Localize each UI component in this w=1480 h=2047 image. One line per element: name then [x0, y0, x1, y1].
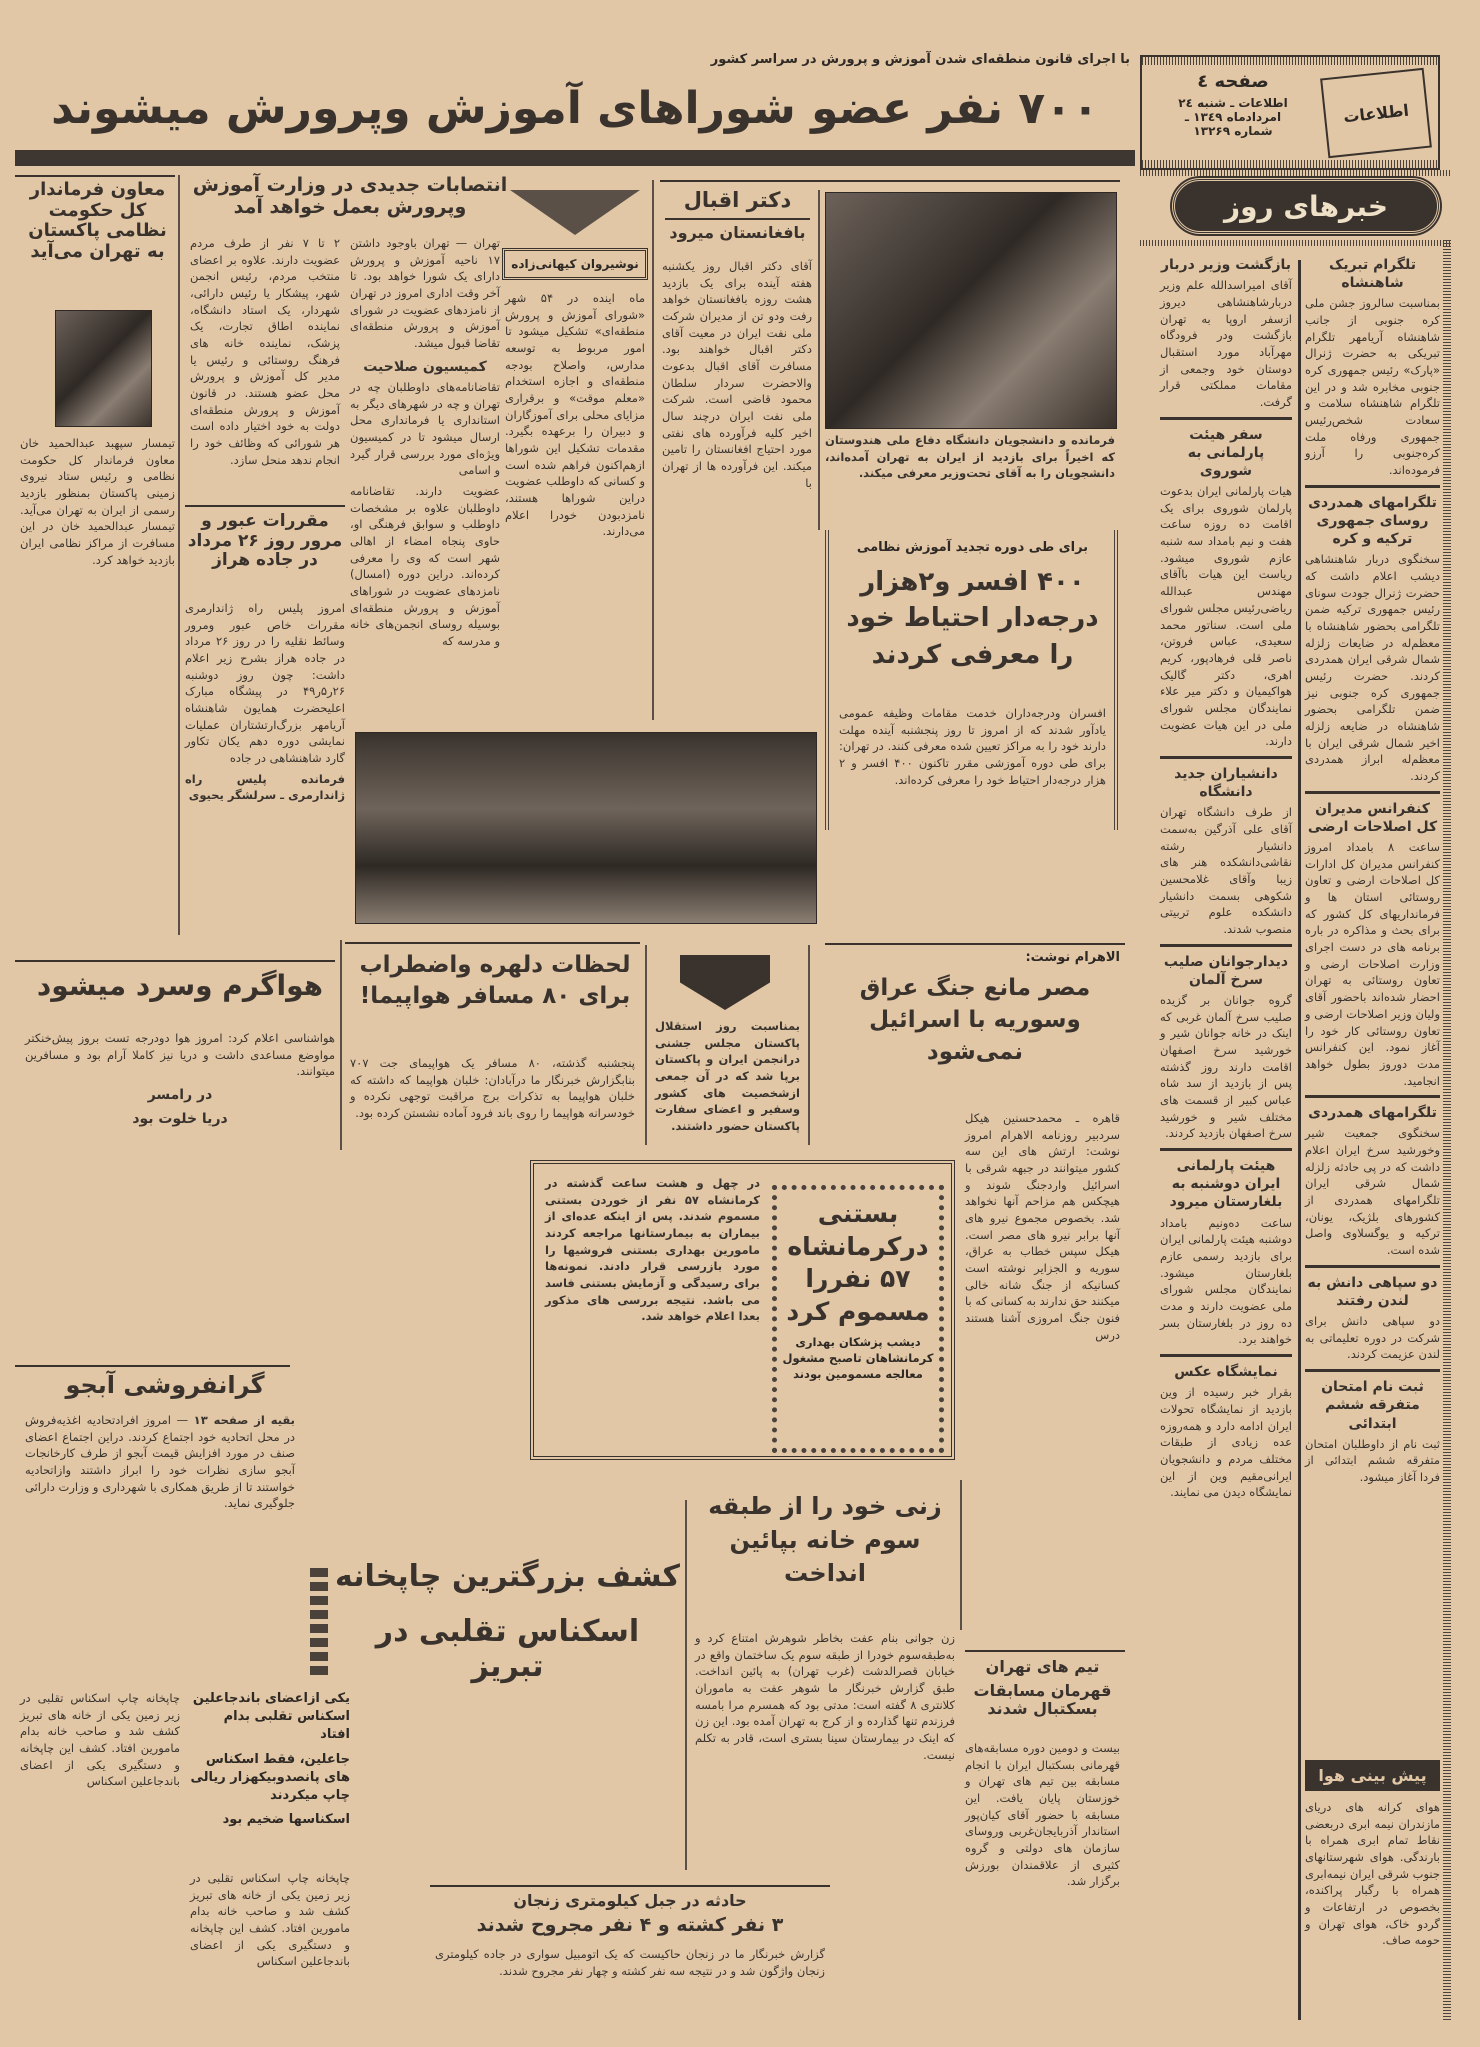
- news-item-headline: نمایشگاه عکس: [1160, 1354, 1292, 1381]
- byline: نوشیروان کیهانی‌زاده: [511, 257, 639, 271]
- kermanshah-body: در چهل و هشت ساعت گذشته در کرمانشاه ۵۷ نفر از خوردن بستنی مسموم شدند. پس از اینکه عده‌ای از بیماران به بیمارستانها مراجعه کردند مامورین بهداری بستنی فروشیها را مورد بازرسی قرار دادند. نمونه‌ها برای رسیدگی و آزمایش بستنی فاسد می باشد. نتیجه بررسی های مذکور بعدا اعلام خواهد شد.: [545, 1176, 760, 1324]
- byline-box: [502, 248, 648, 280]
- divider: [665, 218, 810, 220]
- arrow-down-icon: [510, 190, 640, 235]
- issue-number: شماره ۱۳۲۶۹: [1193, 124, 1273, 138]
- zanjan-headline-2: ۳ نفر کشته و ۴ نفر مجروح شدند: [476, 1914, 784, 1936]
- appointments-headline: انتصابات جدیدی در وزارت آموزش وپرورش بعمل خواهد آمد: [192, 174, 508, 218]
- masthead-border-bottom: [1142, 160, 1438, 168]
- news-item-headline: تلگرامهای همدردی: [1305, 1095, 1440, 1122]
- daily-news-title: خبرهای روز: [1172, 178, 1440, 234]
- column-divider: [178, 175, 180, 935]
- page-number: صفحه ٤: [1197, 71, 1269, 92]
- pakistan-day-body: بمناسبت روز استقلال پاکستان مجلس جشنی درانجمن ایران و پاکستان برپا شد که در آن جمعی ازشخصیت های کشور وسفیر و اعضای سفارت پاکستان حضور داشتند.: [655, 1019, 800, 1134]
- iqbal-body: آقای دکتر اقبال روز یکشنبه هفته آینده برای یک بازدید هشت روزه بافغانستان خواهد رفت ودو تن از مدیران شرکت ملی نفت ایران در معیت آقای دکتر اقبال خواهند بود. مسافرت آقای اقبال بدعوت والاحضرت سردار سلطان محمود قاضی است. شرکت ملی نفت ایران درچند سال اخیر کلیه فرآورده های نفتی مورد احتیاج افغانستان را تامین میکند. این فرآورده ها از تهران با: [662, 259, 812, 490]
- tabriz-headline-2: اسکناس تقلبی در تبریز: [375, 1614, 640, 1684]
- news-item-headline: دیدارجوانان صلیب سرخ آلمان: [1160, 944, 1292, 989]
- masthead-box: [1140, 55, 1440, 170]
- bullet-item: اسکناسها ضخیم بود: [222, 1812, 350, 1828]
- appointments-body-left: ۲ تا ۷ نفر از طرف مردم عضویت دارند. علاوه بر اعضای منتخب مردم، رئیس انجمن شهر، پیشکار یا رئیس دارائی، شهردار، یک استاد دانشگاه، نماینده اطاق تجارت، یک پزشک، نماینده خانه های فرهنگ روستائی و رئیس یا مدیر کل آموزش و پرورش محل عضو هستند. در قانون آموزش و پرورش منطقه‌ای دولت به خود اختیار داده است هر شورائی که وظائف خود را انجام ندهد منحل سازد.: [190, 236, 340, 467]
- kermanshah-deck: دیشب پزشکان بهداری کرمانشاهان تاصبح مشغول معالجه مسمومین بودند: [782, 1335, 934, 1382]
- forecast-box: [1305, 1760, 1440, 1949]
- keyhanizadeh-body: ماه اینده در ۵۴ شهر «شورای آموزش و پرورش منطقه‌ای» تشکیل میشود تا امور مربوط به توسعه مدارس، واصلاح بودجه منطقه‌ای و اجازه استخدام «معلم موقت» و برقراری مزایای محلی برای آموزگاران و دبیران را برعهده بگیرد. مقدمات تشکیل این شوراها ازهم‌اکنون فراهم شده است و کسانی که داوطلب عضویت دراین شوراها هستند، نامزدبودن خودرا اعلام می‌دارند.: [505, 291, 645, 539]
- tabriz-headline-1: کشف بزرگترین چاپخانه: [335, 1559, 680, 1594]
- appointments-body-right: [350, 235, 500, 650]
- forecast-body: هوای کرانه های دریای مازندران نیمه ابری دربعضی نقاط تمام ابری همراه با بارندگی. هوای شهرستانهای جنوب شرقی ایران نیمه‌ابری همراه با رگبار پراکنده، بخصوص در ارتفاعات و گردو خاک، هوای تهران و حومه صاف.: [1305, 1800, 1440, 1948]
- right-column-border: [1140, 240, 1450, 246]
- news-item-body: ثبت نام از داوطلبان امتحان متفرقه ششم ابتدائی از فردا آغاز میشود.: [1305, 1436, 1440, 1485]
- traffic-body: [185, 600, 345, 804]
- weather-body: [25, 1030, 335, 1131]
- pakistan-headline: معاون فرماندار کل حکومت نظامی پاکستان به تهران می‌آید: [28, 179, 167, 263]
- general-portrait-photo: [55, 310, 152, 427]
- news-item-body: هیات پارلمانی ایران بدعوت پارلمان شوروی برای یک اقامت ده روزه ساعت هفت و نیم بامداد سه شنبه عازم شوروی میشود. ریاست این هیات باآقای مهندس عبدالله ریاضی‌رئیس مجلس شورای ملی است. سناتور محمد سعیدی، عباس فروتن، ناصر قلی فرهادپور، کریم اهری، دکتر گالیک هواکیمیان و دکتر میر علاء نمایندگان مجلس شورای ملی در این هیات عضویت دارند.: [1160, 484, 1292, 749]
- divider: [345, 942, 640, 944]
- traffic-headline: مقررات عبور و مرور روز ۲۶ مرداد در جاده هراز: [187, 511, 343, 571]
- news-item-headline: بازگشت وزیر دربار: [1160, 257, 1292, 273]
- news-item-body: ساعت ده‌ونیم بامداد دوشنبه هیئت پارلمانی ایران برای بازدید رسمی عازم بلغارستان میشود. نمایندگان مجلس شورای ملی عضویت دارند و مدت ده روز در بلغارستان بسر خواهند برد.: [1160, 1215, 1292, 1347]
- handshake-photo-caption: فرمانده و دانشجویان دانشگاه دفاع ملی هندوستان که اخیراً برای بازدید از ایران به تهران آمده‌اند، دانشجویان را به آقای تحت‌وزیر معرفی میکند.: [825, 433, 1115, 481]
- beer-headline: گرانفروشی آبجو: [65, 1371, 265, 1399]
- kermanshah-headline: بستنی درکرمانشاه ۵۷ نفررا مسموم کرد: [786, 1199, 930, 1326]
- issue-line: اطلاعات ـ شنبه ۲٤: [1178, 96, 1288, 110]
- weather-headline: هواگرم وسرد میشود: [36, 969, 324, 1002]
- divider: [185, 505, 345, 507]
- divider: [660, 180, 1120, 182]
- news-item-body: سخنگوی جمعیت شیر وخورشید سرخ ایران اعلام داشت که در پی حادثه زلزله شمال شرقی ایران تلگرامهای همدردی از کشورهای بلژیک، یونان، ترکیه و یوگسلاوی واصل شده است.: [1305, 1126, 1440, 1258]
- column-divider: [818, 190, 820, 530]
- masthead-border-top: [1142, 57, 1438, 65]
- divider: [965, 1650, 1125, 1652]
- news-item-body: بمناسبت سالروز جشن ملی کره جنوبی از جانب شاهنشاه آریامهر تلگرام تبریکی به حضرت ژنرال «پارک» رئیس جمهوری کره جنوبی مخابره شد و در این تلگرام شاهنشاه سلامت و سعادت شخص‌رئیس جمهوری ورفاه ملت کره‌جنوبی را آرزو فرموده‌اند.: [1305, 296, 1440, 478]
- divider: [15, 1365, 290, 1367]
- column-divider: [340, 940, 342, 1150]
- news-item-body: از طرف دانشگاه تهران آقای علی آذرگین به‌سمت دانشیار رشته نقاشی‌دانشکده هنر های زیبا وآقای غلامحسین شکوهی بسمت دانشیار دانشکده علوم تربیتی منصوب شدند.: [1160, 805, 1292, 936]
- right-column-border: [1443, 240, 1451, 2020]
- egypt-headline: مصر مانع جنگ عراق وسوریه با اسرائیل نمی‌شود: [859, 975, 1091, 1066]
- column-divider: [1298, 260, 1301, 2020]
- news-item-headline: دو سپاهی دانش به لندن رفتند: [1305, 1265, 1440, 1310]
- forecast-title: پیش بینی هوا: [1318, 1766, 1427, 1785]
- logo-text: اطلاعات: [1342, 100, 1410, 126]
- appointments-subhead: کمیسیون صلاحیت: [363, 358, 487, 375]
- officers-body: افسران ودرجه‌داران خدمت مقامات وظیفه عمومی یادآور شدند که از امروز تا روز پنجشنبه آینده مهلت دارند خود را به مراکز تعیین شده معرفی کنند. در تهران: برای طی دوره آموزشی مقرر تاکنون ۴۰۰ افسر و ۲ هزار درجه‌دار احتیاط خود را معرفی کرده‌اند.: [839, 706, 1106, 787]
- lead-headline: ۷۰۰ نفر عضو شوراهای آموزش وپرورش میشوند: [51, 83, 1099, 134]
- column-divider: [808, 945, 810, 1145]
- box-border: [1114, 530, 1120, 830]
- egypt-body: قاهره ـ محمدحسنین هیکل سردبیر روزنامه الاهرام امروز نوشت: ارتش های این سه کشور میتوانند در جبهه شرقی با اسرائیل واردجنگ شوند و هیچکس هم مزاحم آنها نخواهد شد. بخصوص مجموع نیرو های آنها برابر نیرو های مصر است. هیکل سپس خطاب به عراق، سوریه و الجزایر نوشته است کسانیکه از جنگ شانه خالی میکنند حق ندارند به کسانی که با فنون جنگ امروزی آشنا هستند درس: [965, 1111, 1120, 1342]
- traffic-text: امروز پلیس راه ژاندارمری مقررات خاص عبور ومرور وسائط نقلیه را در روز ۲۶ مرداد در جاده هراز بشرح زیر اعلام داشت: چون روز دوشنبه ۲۶ر۵ر۴۹ در پیشگاه مبارک اعلیحضرت همایون شاهنشاه آریامهر بزرگ‌ارتشتاران عملیات نمایشی دوره دهم یکان تکاور گارد شاهنشاهی در جاده: [185, 601, 345, 766]
- news-item-headline: دانشیاران جدید دانشگاه: [1160, 756, 1292, 801]
- daily-news-col-left: [1160, 250, 1292, 1501]
- continued-note: بقیه از صفحه ۱۳: [193, 1413, 295, 1427]
- divider: [825, 943, 1125, 945]
- appointments-text-2: تقاضانامه‌های داوطلبان چه در تهران و چه در شهرهای دیگر به استانداری یا فرمانداری محل ارسال میشود تا در کمیسیون ویژه‌ای مورد بررسی قرار گیرد و اسامی: [350, 379, 500, 478]
- date-line: امردادماه ۱۳٤۹ ـ: [1184, 110, 1282, 124]
- box-border: [825, 530, 831, 830]
- tabriz-body-2: چاپخانه چاپ اسکناس تقلبی در زیر زمین یکی از خانه های تبریز کشف شد و صاحب خانه بدام مامورین افتاد. کشف این چاپخانه و دستگیری یکی از اعضای باندجاعلین اسکناس: [190, 1871, 350, 1969]
- news-item-headline: ثبت نام امتحان متفرقه ششم ابتدائی: [1305, 1369, 1440, 1433]
- tabriz-bullets: [190, 1690, 350, 1829]
- column-divider: [685, 1500, 687, 1870]
- forecast-title-badge: [1305, 1760, 1440, 1791]
- news-item-headline: سفر هیئت پارلمانی به شوروی: [1160, 417, 1292, 481]
- right-column-top-border: [1140, 170, 1450, 176]
- news-item-body: سخنگوی دربار شاهنشاهی دیشب اعلام داشت که حضرت ژنرال جودت سونای رئیس جمهوری ترکیه ضمن تلگرامی بحضور شاهنشاه با معظم‌له در ضایعات زلزله شمال شرقی ایران همدردی کردند. حضرت رئیس جمهوری کره جنوبی نیز ضمن تلگرامی بحضور شاهنشاه در ضایعه زلزله اخیر شمال شرقی ایران با معظم‌له ابراز همدردی کردند.: [1305, 552, 1440, 784]
- lead-kicker: با اجرای قانون منطقه‌ای شدن آموزش و پرورش در سراسر کشور: [710, 52, 1130, 67]
- divider: [15, 960, 335, 962]
- tabriz-side-bar: [310, 1568, 328, 1678]
- officers-kicker: برای طی دوره تجدید آموزش نظامی: [856, 540, 1089, 555]
- appointments-text: تهران — تهران باوجود داشتن ۱۷ ناحیه آموزش و پرورش دارای یک شورا خواهد بود. تا آخر وقت اداری امروز در تهران از نامزدهای عضویت در شورای آموزش و پرورش منطقه‌ای تقاضا قبول میشد.: [350, 236, 500, 351]
- zanjan-body: گزارش خبرنگار ما در زنجان حاکیست که یک اتومبیل سواری در جاده کیلومتری زنجان واژگون شد و در نتیجه سه نفر کشته و چهار نفر مجروح شدند.: [435, 1947, 825, 1978]
- news-item-body: دو سپاهی دانش برای شرکت در دوره تعلیماتی به لندن عزیمت کردند.: [1305, 1314, 1440, 1362]
- traffic-signature: فرمانده پلیس راه ژاندارمری ـ سرلشگر یحیوی: [185, 771, 345, 803]
- news-item-body: بقرار خبر رسیده از وین بازدید از نمایشگاه تحولات ایران ادامه دارد و همه‌روزه عده زیادی از طبقات مختلف مردم و دانشجویان ایرانی‌مقیم وین از این نمایشگاه دیدن می نمایند.: [1160, 1385, 1292, 1500]
- basketball-body: بیست و دومین دوره مسابقه‌های قهرمانی بسکتبال ایران با انجام مسابقه بین تیم های تهران و خوزستان پایان یافت. این مسابقه با حضور آقای کیان‌پور استاندار آذربایجان‌غربی وروسای سازمان های دولتی و گروه کثیری از علاقمندان بورزش برگزار شد.: [965, 1741, 1120, 1889]
- iqbal-headline-1: دکتر اقبال: [683, 188, 792, 212]
- kermanshah-headline-box: [772, 1185, 944, 1453]
- weather-subhead: دریا خلوت بود: [132, 1111, 228, 1128]
- weather-subhead: در رامسر: [147, 1087, 213, 1104]
- officers-box: [825, 530, 1120, 830]
- tabriz-body: چاپخانه چاپ اسکناس تقلبی در زیر زمین یکی از خانه های تبریز کشف شد و صاحب خانه بدام مامورین افتاد. کشف این چاپخانه و دستگیری یکی از اعضای باندجاعلین اسکناس: [20, 1691, 180, 1789]
- bullet-item: جاعلین، فقط اسکناس های پانصدوبیکهزار ریالی چاپ میکردند: [190, 1751, 350, 1803]
- beer-body: بقیه از صفحه ۱۳ — امروز افرادتحادیه اغذیه‌فروش در محل اتحادیه خود اجتماع کردند. دراین اجتماع اعضای صنف در مورد افزایش قیمت آبجو از طرف کارخانجات آبجو سازی نظرات خود را ابراز داشتند وازاتحادیه خواستند تا از طریق همکاری با شهرداری و وزارت دارائی جلوگیری نماید.: [25, 1413, 295, 1511]
- beer-text: امروز افرادتحادیه اغذیه‌فروش در محل اتحادیه خود اجتماع کردند. دراین اجتماع اعضای صنف در مورد افزایش قیمت آبجو از طرف کارخانجات آبجو سازی نظرات خود را ابراز داشتند وازاتحادیه خواستند تا از طریق همکاری با شهرداری و وزارت دارائی جلوگیری نماید.: [25, 1413, 295, 1511]
- woman-headline: زنی خود را از طبقه سوم خانه بپائین انداخت: [708, 1492, 942, 1588]
- news-item-body: ساعت ۸ بامداد امروز کنفرانس مدیران کل ادارات کل اصلاحات ارضی و تعاون روستائی استان ها و فرمانداریهای کل کشور که برای بحث و مذاکره در باره برنامه های در دست اجرای وزارت اصلاحات ارضی و تعاون روستائی به تهران احضار شده‌اند باحضور آقای ولیان وزیر اصلاحات ارضی و تعاون روستائی کار خود را آغاز نمود. این کنفرانس مدت دوروز بطول خواهد انجامید.: [1305, 840, 1440, 1088]
- column-divider: [960, 1480, 962, 1630]
- newspaper-logo: [1320, 68, 1432, 158]
- news-item-headline: تلگرام تبریک شاهنشاه: [1328, 257, 1417, 292]
- officers-headline: ۴۰۰ افسر و۲هزار درجه‌دار احتیاط خود را معرفی کردند: [846, 567, 1099, 670]
- appointments-body-continued: عضویت دارند. تقاضانامه داوطلبان علاوه بر مشخصات داوطلب و سوابق فرهنگی او، حاوی پنجاه امضاء از اهالی شهر است که وی را معرفی کرده‌اند. دراین دوره (امسال) نامزدهای عضویت در شوراهای آموزش و پرورش منطقه‌ای بوسیله روسای انجمن‌های خانه و مدرسه که: [350, 483, 500, 648]
- news-item-body: آقای امیراسدالله علم وزیر دربارشاهنشاهی دیروز ازسفر اروپا به تهران بازگشت ودر فرودگاه مهرآباد مورد استقبال دوستان خود وجمعی از مقامات مملکتی قرار گرفت.: [1160, 278, 1292, 409]
- zanjan-headline-1: حادثه در جبل کیلومتری زنجان: [513, 1891, 747, 1910]
- bullet-item: یکی ازاعضای باندجاعلین اسکناس تقلبی بدام افتاد: [192, 1691, 350, 1743]
- iqbal-headline-2: بافغانستان میرود: [669, 223, 806, 242]
- woman-body: زن جوانی بنام عفت بخاطر شوهرش امتناع کرد و به‌طبقه‌سوم خودرا از طبقه سوم یک ساختمان واقع در خیابان قصرالدشت (غرب تهران) به پائین انداخت. طبق گزارش خبرنگار ما شوهر عفت به ماموران کلانتری ۸ گفته است: مدتی بود که همسرم مرا بامسه فرزندم تنها گذارده و از کرج به تهران آمده بود. این زن که اینک در بیمارستان سینا بستری است، قادر به تکلم نیست.: [695, 1631, 956, 1762]
- divider: [15, 175, 175, 177]
- news-item-headline: تلگرامهای همدردی روسای جمهوری ترکیه و کره: [1305, 485, 1440, 549]
- pakistan-article-body: تیمسار سپهبد عبدالحمید خان معاون فرماندار کل حکومت نظامی و رئیس ستاد نیروی زمینی پاکستان بمنظور بازدید رسمی از ایران به تهران می‌آید. تیمسار عبدالحمید خان در این مسافرت از مراکز نظامی ایران بازدید خواهد کرد.: [20, 436, 175, 567]
- news-item-headline: هیئت پارلمانی ایران دوشنبه به بلغارستان میرود: [1160, 1148, 1292, 1212]
- basketball-headline-2: قهرمان مسابقات بسکتبال شدند: [973, 1681, 1112, 1719]
- divider: [430, 1885, 830, 1887]
- daily-news-col-right: [1305, 250, 1440, 1486]
- lead-underline-bar: [15, 150, 1135, 166]
- egypt-kicker: الاهرام نوشت:: [1025, 950, 1120, 965]
- plane-body: پنجشنبه گذشته، ۸۰ مسافر یک هواپیمای جت ۷۰۷ بنابگزارش خبرنگار ما درآبادان: خلبان هواپیما که داشته که خلبان هواپیما به تذکرات برج مراقبت توجهی نکرده و خودسرانه هواپیما را روی باند فرود آماده نشستن کرده بود.: [350, 1056, 636, 1121]
- news-item-body: گروه جوانان بر گزیده صلیب سرخ آلمان غربی که اینک در خانه جوانان شیر و خورشید سرخ اصفهان اقامت دارند روز گذشته پس از بازدید از سد شاه عباس کبیر از قسمت های مختلف شیر و خورشید سرخ اصفهان بازدید کردند.: [1160, 993, 1292, 1141]
- basketball-headline-1: تیم های تهران: [985, 1657, 1100, 1676]
- news-item-headline: کنفرانس مدیران کل اصلاحات ارضی: [1305, 791, 1440, 836]
- weather-text: هواشناسی اعلام کرد: امروز هوا دودرجه تست بروز پیش‌خنکتر مواوضع مساعدی داشت و دریا نیز کاملا آرام بود و مسافرین میتوانند.: [25, 1031, 335, 1079]
- column-divider: [652, 180, 654, 720]
- column-divider: [645, 945, 647, 1145]
- handshake-photo: [825, 192, 1117, 429]
- audience-photo: [355, 732, 817, 924]
- plane-headline: لحظات دلهره واضطراب برای ۸۰ مسافر هواپیما!: [359, 952, 631, 1010]
- arrow-down-icon: [680, 955, 770, 1010]
